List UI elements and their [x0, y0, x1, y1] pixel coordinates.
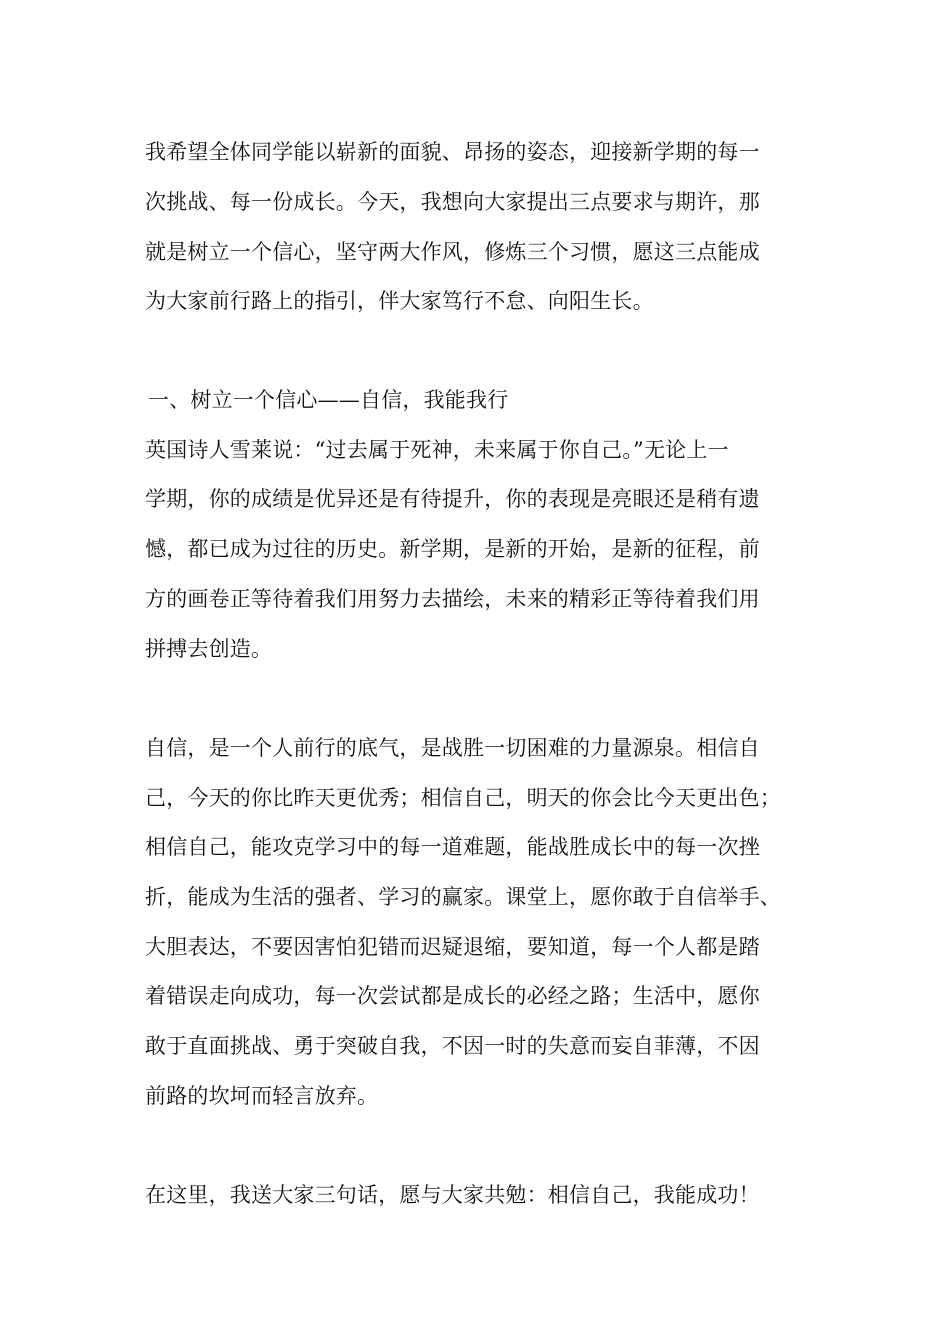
paragraph-3-line-6: 着错误走向成功，每一次尝试都是成长的必经之路；生活中，愿你 [145, 984, 760, 1008]
paragraph-3-line-4: 折，能成为生活的强者、学习的赢家。课堂上，愿你敢于自信举手、 [145, 885, 781, 909]
paragraph-3-line-5: 大胆表达，不要因害怕犯错而迟疑退缩，要知道，每一个人都是踏 [145, 935, 760, 959]
paragraph-2-line-4: 方的画卷正等待着我们用努力去描绘，未来的精彩正等待着我们用 [145, 587, 760, 611]
paragraph-1-line-1: 我希望全体同学能以崭新的面貌、昂扬的姿态，迎接新学期的每一 [145, 140, 760, 164]
paragraph-3-line-2: 己，今天的你比昨天更优秀；相信自己，明天的你会比今天更出色； [145, 786, 781, 810]
paragraph-3-line-8: 前路的坎坷而轻言放弃。 [145, 1084, 379, 1108]
paragraph-1-line-3: 就是树立一个信心，坚守两大作风，修炼三个习惯，愿这三点能成 [145, 240, 760, 264]
paragraph-2-line-1: 英国诗人雪莱说：“过去属于死神，未来属于你自己。”无论上一 [145, 438, 729, 462]
paragraph-3-line-1: 自信，是一个人前行的底气，是战胜一切困难的力量源泉。相信自 [145, 736, 760, 760]
section-1-heading: 一、树立一个信心——自信，我能我行 [148, 388, 509, 412]
paragraph-4-line-1: 在这里，我送大家三句话，愿与大家共勉：相信自己，我能成功！ [145, 1183, 760, 1207]
paragraph-3-line-3: 相信自己，能攻克学习中的每一道难题，能战胜成长中的每一次挫 [145, 835, 760, 859]
paragraph-1-line-2: 次挑战、每一份成长。今天，我想向大家提出三点要求与期许，那 [145, 190, 760, 214]
paragraph-2-line-5: 拼搏去创造。 [145, 637, 273, 661]
paragraph-1-line-4: 为大家前行路上的指引，伴大家笃行不怠、向阳生长。 [145, 289, 654, 313]
paragraph-2-line-2: 学期，你的成绩是优异还是有待提升，你的表现是亮眼还是稍有遗 [145, 487, 760, 511]
paragraph-3-line-7: 敢于直面挑战、勇于突破自我，不因一时的失意而妄自菲薄，不因 [145, 1034, 760, 1058]
paragraph-2-line-3: 憾，都已成为过往的历史。新学期，是新的开始，是新的征程，前 [145, 537, 760, 561]
